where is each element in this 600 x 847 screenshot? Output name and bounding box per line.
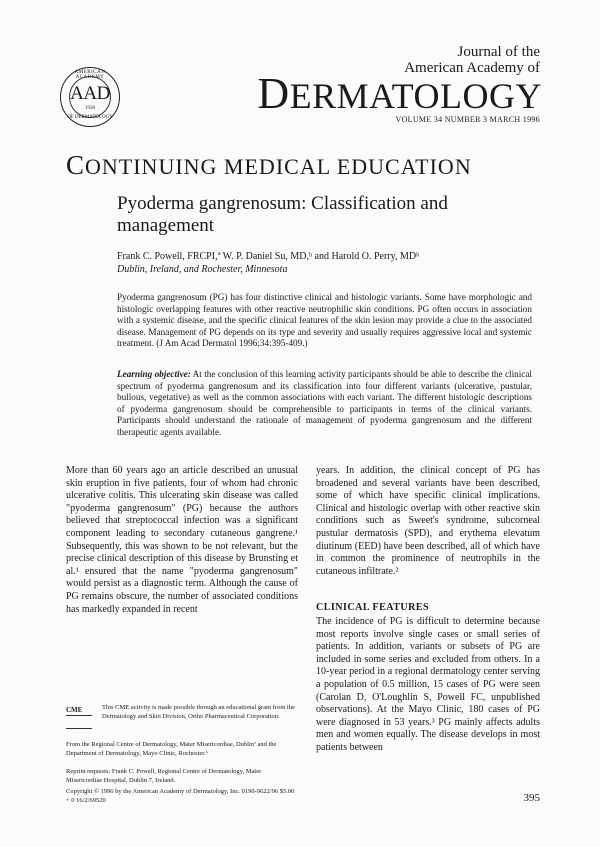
- section-heading-clinical-features: CLINICAL FEATURES: [316, 602, 430, 613]
- footnote-affiliation: From the Regional Centre of Dermatology, Mater Misericordiae, Dublinª and the Department of Dermatology, Mayo Clinic, Rochester.ᵇ: [66, 741, 277, 757]
- journal-name-initial: D: [257, 69, 290, 118]
- section-heading: [66, 150, 472, 181]
- learning-objective-text: At the conclusion of this learning activity participants should be able to describe the clinical spectrum of pyoderma gangrenosum and its classification into four different variants (ulcerative, pustular, bullous, vegetative) as well as the common associations with each variant. The different histologic descriptions of pyoderma gangrenosum should be comprehensible to participants in terms of the clinical variants. Participants should understand the rationale of management of pyoderma gangrenosum and the different therapeutic agents available.: [117, 369, 532, 437]
- journal-line-1: Journal of the: [457, 44, 540, 60]
- seal-ring-bottom: OF DERMATOLOGY: [67, 115, 113, 120]
- cme-logo-lines: [66, 715, 92, 729]
- cme-logo: [66, 706, 96, 734]
- article-affiliation: Dublin, Ireland, and Rochester, Minnesota: [117, 264, 288, 275]
- footnote-cme-grant: This CME activity is made possible through an educational grant from the Dermatology and Skin Division, Ortho Pharmaceutical Corporation.: [102, 704, 295, 720]
- footnote-copyright: Copyright © 1996 by the American Academy of Dermatology, Inc. 0190-9622/96 $5.00 + 0 16/2/69520: [66, 788, 295, 804]
- aad-seal: [60, 67, 120, 127]
- article-title: Pyoderma gangrenosum: Classification and management: [117, 193, 448, 236]
- journal-line-2: American Academy of: [404, 60, 540, 76]
- article-authors: Frank C. Powell, FRCPI,ª W. P. Daniel Su, MD,ᵇ and Harold O. Perry, MDᵇ: [117, 251, 420, 262]
- seal-ring-top: AMERICAN ACADEMY: [74, 70, 106, 80]
- section-initial: C: [66, 150, 86, 180]
- abstract: Pyoderma gangrenosum (PG) has four distinctive clinical and histologic variants. Some have morphologic and histologic overlapping features with other reactive neutrophilic skin conditions. PG often occurs in association with a systemic disease, and the specific clinical features of the skin lesion may provide a clue to the associated disease. Management of PG depends on its type and severity and usually requires aggressive local and systemic treatment. (J Am Acad Dermatol 1996;34:395-409.): [117, 292, 532, 348]
- volume-line: VOLUME 34 NUMBER 3 MARCH 1996: [395, 115, 540, 124]
- learning-objective: [117, 369, 532, 438]
- footnote-reprint: Reprint requests: Frank C. Powell, Regional Centre of Dermatology, Mater Misericordiae Hospital, Dublin 7, Ireland.: [66, 768, 262, 784]
- page-number: 395: [523, 792, 540, 804]
- journal-name-rest: ERMATOLOGY: [289, 76, 542, 116]
- cme-logo-label: CME: [66, 706, 83, 714]
- seal-text: AAD: [70, 83, 110, 104]
- journal-title: [404, 44, 540, 76]
- seal-year: 1938: [85, 106, 95, 111]
- section-rest: ONTINUING MEDICAL EDUCATION: [85, 154, 472, 179]
- body-column-right-top: years. In addition, the clinical concept of PG has broadened and several variants have been described, some of which have specific clinical implications. Clinical and histologic overlap with other reactive skin conditions such as Sweet's syndrome, subcorneal pustular dermatosis (SPD), and erythema elevatum diutinum (EED) have been described, all of which have in common the prominence of neutrophils in the cutaneous infiltrate.²: [316, 465, 540, 577]
- learning-objective-label: Learning objective:: [117, 369, 191, 379]
- journal-name: [257, 69, 542, 118]
- body-column-left: More than 60 years ago an article described an unusual skin eruption in five patients, four of whom had chronic ulcerative colitis. This ulcerating skin disease was called "pyoderma gangrenosum" (PG) because the authors believed that streptococcal infection was a significant component leading to secondary cutaneous gangrene.¹ Subsequently, this was shown to be not relevant, but the precise clinical description of this disease by Brunsting et al.¹ ensured that the name "pyoderma gangrenosum" would persist as a diagnostic term. Although the cause of PG remains obscure, the number of associated conditions has markedly expanded in recent: [66, 465, 298, 615]
- body-column-right-bottom: The incidence of PG is difficult to determine because most reports involve single cases or small series of patients. In addition, variants or subsets of PG are included in some series and excluded from others. In a 10-year period in a regional dermatology center serving a population of 0.5 million, 15 cases of PG were seen (Carolan D, O'Loughlin S, Powell FC, unpublished observations). At the Mayo Clinic, 180 cases of PG were diagnosed in 53 years.³ PG mainly affects adults men and women equally. The disease develops in most patients between: [316, 616, 540, 753]
